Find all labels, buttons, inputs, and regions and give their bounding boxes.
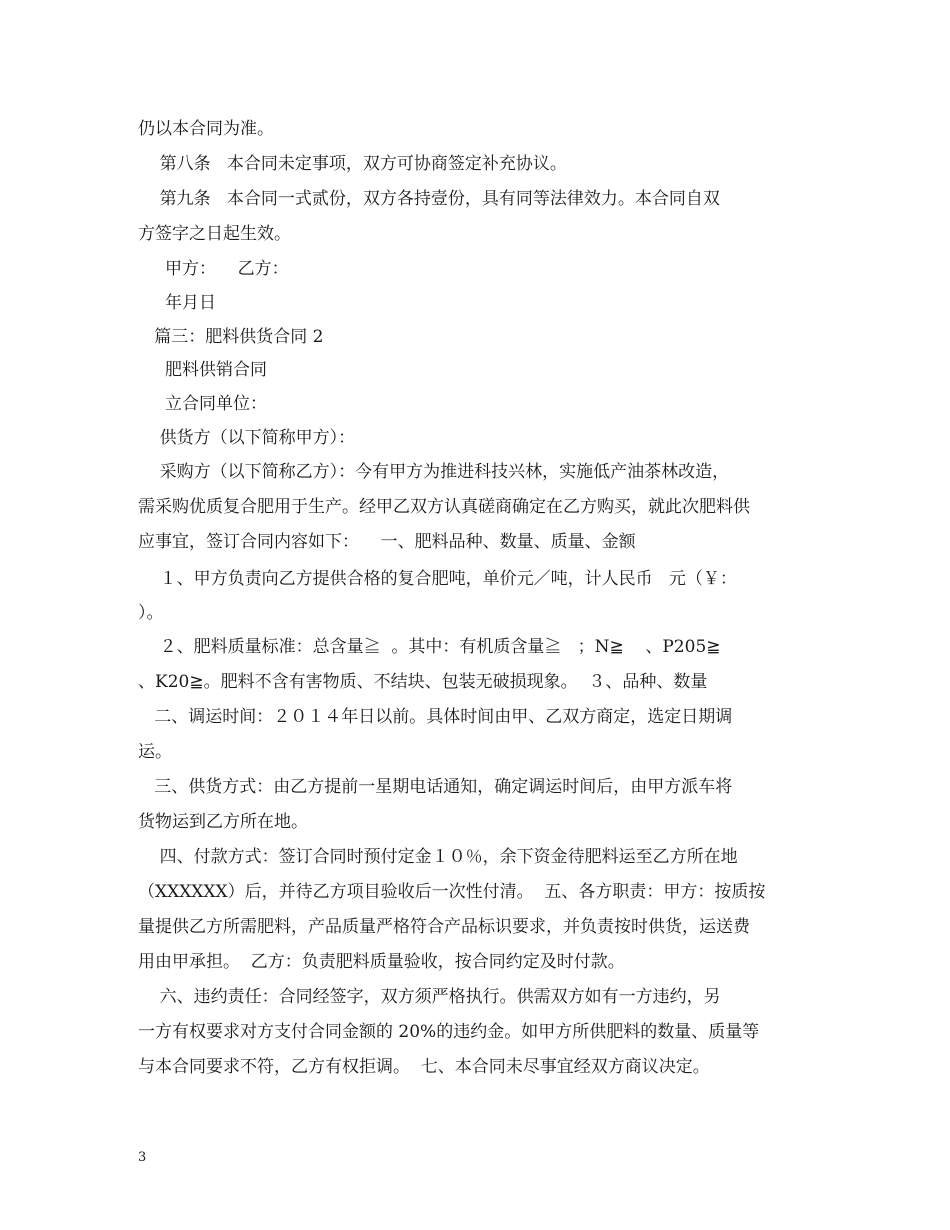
body-line: 方签字之日起生效。: [138, 224, 291, 244]
body-line: 用由甲承担。 乙方：负责肥料质量验收，按合同约定及时付款。: [138, 952, 625, 972]
page-number: 3: [138, 1150, 147, 1165]
body-line: 第八条 本合同未定事项，双方可协商签定补充协议。: [138, 154, 567, 174]
body-line: ）。: [138, 603, 164, 623]
body-line: 仍以本合同为准。: [138, 119, 274, 139]
body-line: 二、调运时间：２０１４年日以前。具体时间由甲、乙双方商定，选定日期调: [138, 707, 733, 727]
body-line: ２、肥料质量标准：总含量≧ 。其中：有机质含量≧ ；N≧ 、P205≧: [138, 637, 721, 657]
body-line: 六、违约责任：合同经签字，双方须严格执行。供需双方如有一方违约，另: [138, 987, 721, 1007]
body-line: 、K20≧。肥料不含有害物质、不结块、包装无破损现象。 ３、品种、数量: [138, 672, 708, 692]
signature-line: 甲方： 乙方：: [138, 259, 289, 279]
section-heading: 篇三：肥料供货合同 2: [138, 327, 324, 347]
body-line: 应事宜，签订合同内容如下： 一、肥料品种、数量、质量、金额: [138, 532, 636, 552]
body-line: 货物运到乙方所在地。: [138, 812, 308, 832]
body-line: 供货方（以下简称甲方）：: [138, 428, 356, 448]
body-line: （XXXXXX）后，并待乙方项目验收后一次性付清。 五、各方职责：甲方：按质按: [138, 882, 766, 902]
body-line: １、甲方负责向乙方提供合格的复合肥吨，单价元／吨，计人民币 元（￥：: [138, 569, 737, 589]
body-line: 运。: [138, 742, 172, 762]
body-line: 量提供乙方所需肥料，产品质量严格符合产品标识要求，并负责按时供货，运送费: [138, 917, 750, 937]
body-line: 三、供货方式：由乙方提前一星期电话通知，确定调运时间后，由甲方派车将: [138, 777, 733, 797]
body-line: 一方有权要求对方支付合同金额的 20%的违约金。如甲方所供肥料的数量、质量等: [138, 1022, 760, 1042]
body-line: 采购方（以下简称乙方）：今有甲方为推进科技兴林，实施低产油茶林改造，: [138, 462, 730, 482]
body-line: 第九条 本合同一式贰份，双方各持壹份，具有同等法律效力。本合同自双: [138, 189, 720, 209]
body-line: 四、付款方式：签订合同时预付定金１０％，余下资金待肥料运至乙方所在地: [138, 847, 738, 867]
body-line: 立合同单位：: [138, 394, 268, 414]
contract-title: 肥料供销合同: [138, 360, 268, 380]
date-line: 年月日: [138, 293, 217, 313]
body-line: 需采购优质复合肥用于生产。经甲乙双方认真磋商确定在乙方购买，就此次肥料供: [138, 497, 750, 517]
body-line: 与本合同要求不符，乙方有权拒调。 七、本合同未尽事宜经双方商议决定。: [138, 1057, 710, 1077]
